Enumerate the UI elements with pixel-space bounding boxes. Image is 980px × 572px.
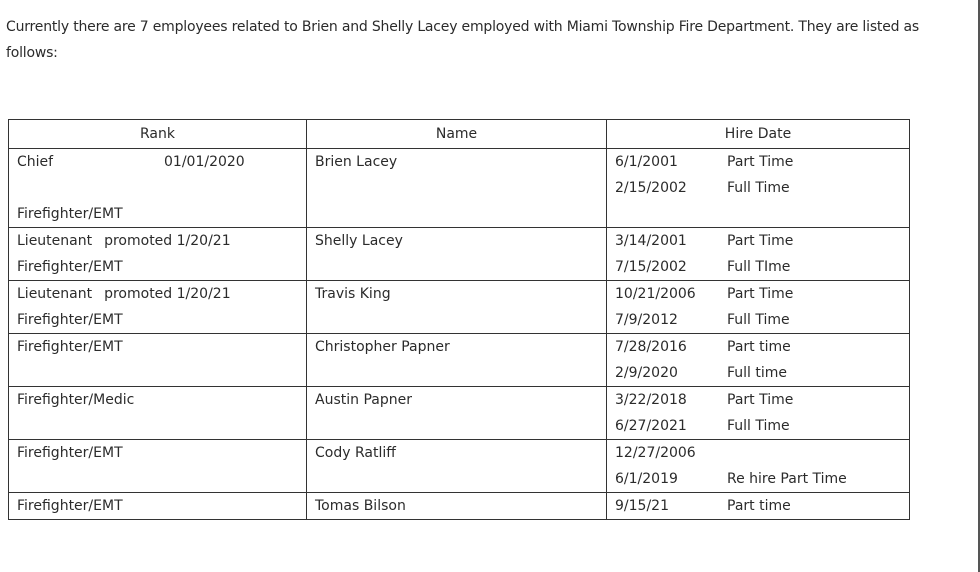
hire-type: Full Time	[727, 312, 790, 328]
hire-cell	[607, 440, 910, 493]
hire-entry	[615, 466, 909, 492]
hire-cell	[607, 281, 910, 334]
employee-name: Brien Lacey	[315, 154, 398, 170]
hire-entry	[615, 175, 909, 201]
rank-title: Firefighter/Medic	[17, 392, 135, 408]
hire-cell	[607, 228, 910, 281]
hire-date: 10/21/2006	[615, 286, 696, 302]
hire-type: Part Time	[727, 286, 794, 302]
hire-date: 3/14/2001	[615, 233, 687, 249]
rank-title: Firefighter/EMT	[17, 339, 123, 355]
hire-entry	[615, 307, 909, 333]
hire-entry	[615, 334, 909, 360]
promotion-note: promoted 1/20/21	[104, 286, 231, 302]
hire-entry	[615, 360, 909, 386]
rank-cell	[9, 149, 307, 228]
hire-type: Part Time	[727, 392, 794, 408]
header-name: Name	[307, 120, 607, 149]
hire-type: Re hire Part Time	[727, 471, 847, 487]
table-row	[9, 387, 910, 440]
employee-name: Cody Ratliff	[315, 445, 396, 461]
name-cell	[307, 493, 607, 520]
table-row	[9, 440, 910, 493]
rank-date: 01/01/2020	[164, 154, 245, 170]
promotion-note: promoted 1/20/21	[104, 233, 231, 249]
hire-cell	[607, 387, 910, 440]
intro-paragraph: Currently there are 7 employees related to Brien and Shelly Lacey employed with Miami Township Fire Department. They are listed as follows:	[6, 19, 920, 61]
table-row	[9, 149, 910, 228]
hire-type: Full Time	[727, 180, 790, 196]
name-cell	[307, 334, 607, 387]
hire-entry	[615, 281, 909, 307]
rank-title: Chief	[17, 154, 54, 170]
hire-cell	[607, 493, 910, 520]
hire-type: Part time	[727, 339, 791, 355]
table-row	[9, 228, 910, 281]
rank-title-line	[17, 228, 306, 254]
hire-date: 6/1/2001	[615, 154, 678, 170]
name-cell	[307, 440, 607, 493]
hire-date: 3/22/2018	[615, 392, 687, 408]
hire-cell	[607, 149, 910, 228]
table-row	[9, 281, 910, 334]
rank-cell	[9, 334, 307, 387]
name-cell	[307, 228, 607, 281]
hire-cell	[607, 334, 910, 387]
rank-title: Lieutenant	[17, 233, 93, 249]
hire-type: Part Time	[727, 233, 794, 249]
employee-table	[8, 119, 910, 520]
table-row	[9, 334, 910, 387]
hire-date: 7/28/2016	[615, 339, 687, 355]
name-cell	[307, 149, 607, 228]
hire-type: Full Time	[727, 418, 790, 434]
name-cell	[307, 281, 607, 334]
header-hire-date: Hire Date	[607, 120, 910, 149]
hire-entry	[615, 149, 909, 175]
name-cell	[307, 387, 607, 440]
rank-secondary: Firefighter/EMT	[17, 312, 123, 328]
hire-entry	[615, 228, 909, 254]
table-row	[9, 493, 910, 520]
rank-cell	[9, 281, 307, 334]
employee-name: Tomas Bilson	[315, 498, 406, 514]
hire-date: 12/27/2006	[615, 445, 696, 461]
hire-date: 6/27/2021	[615, 418, 687, 434]
rank-cell	[9, 228, 307, 281]
hire-entry	[615, 387, 909, 413]
employee-name: Shelly Lacey	[315, 233, 403, 249]
rank-spacer	[17, 175, 306, 201]
hire-entry	[615, 413, 909, 439]
hire-type: Part Time	[727, 154, 794, 170]
hire-date: 2/9/2020	[615, 365, 678, 381]
hire-entry	[615, 493, 909, 519]
employee-name: Austin Papner	[315, 392, 412, 408]
hire-entry	[615, 254, 909, 280]
rank-cell	[9, 387, 307, 440]
hire-date: 9/15/21	[615, 498, 669, 514]
hire-entry	[615, 440, 909, 466]
hire-date: 7/15/2002	[615, 259, 687, 275]
header-rank: Rank	[9, 120, 307, 149]
hire-type: Full TIme	[727, 259, 791, 275]
rank-cell	[9, 493, 307, 520]
rank-title: Firefighter/EMT	[17, 445, 123, 461]
rank-secondary: Firefighter/EMT	[17, 259, 123, 275]
hire-type: Full time	[727, 365, 788, 381]
employee-name: Christopher Papner	[315, 339, 450, 355]
hire-date: 7/9/2012	[615, 312, 678, 328]
hire-date: 2/15/2002	[615, 180, 687, 196]
table-header-row	[9, 120, 910, 149]
rank-secondary: Firefighter/EMT	[17, 206, 123, 222]
hire-date: 6/1/2019	[615, 471, 678, 487]
rank-cell	[9, 440, 307, 493]
rank-title-line	[17, 281, 306, 307]
employee-name: Travis King	[315, 286, 391, 302]
rank-title: Lieutenant	[17, 286, 93, 302]
rank-title: Firefighter/EMT	[17, 498, 123, 514]
hire-type: Part time	[727, 498, 791, 514]
